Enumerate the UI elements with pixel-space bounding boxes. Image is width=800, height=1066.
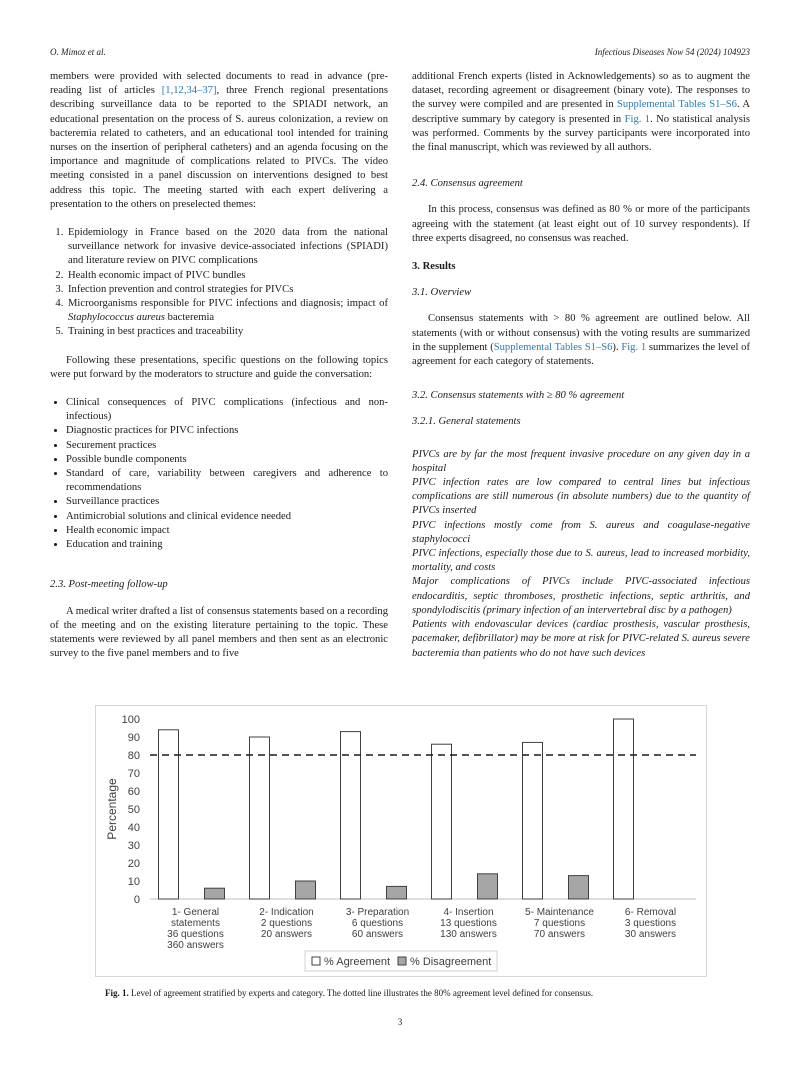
topics-list [50, 396, 388, 552]
section-heading-3: 3. Results [412, 261, 456, 273]
y-tick-label: 50 [127, 804, 140, 816]
x-tick-label: 70 answers [533, 929, 586, 940]
x-tick-label: 30 answers [624, 929, 677, 940]
section-heading-3-2: 3.2. Consensus statements with ≥ 80 % agreement [412, 390, 625, 402]
x-tick-label: 130 answers [440, 929, 497, 940]
x-tick-label: 360 answers [167, 940, 224, 951]
text-run: summarizes the level of agreement for each category of statements. [412, 341, 750, 368]
x-tick-label: 7 questions [533, 918, 586, 929]
agreement-bar [432, 744, 452, 899]
list-item: • Health economic impact [66, 524, 388, 538]
list-item: 5. Training in best practices and traceability [66, 325, 388, 339]
caption-label: Fig. 1. [105, 988, 129, 998]
paragraph-topics-intro: Following these presentations, specific questions on the following topics were put forward by the moderators to structure and guide the conversation: [50, 354, 388, 380]
left-column [50, 70, 388, 661]
figure-link[interactable]: Fig. 1 [624, 113, 651, 125]
disagreement-bar [478, 874, 498, 899]
text-run: , three French regional presentations describing surveillance data to be reported to the SPIADI network, an educational presentation on the process of S. aureus colonization, a review on bacteremia related to catheters, and an educational tool intended for training nurses on the insertion of peripheral catheters) and an agenda focusing on the importance and magnitude of complications related to PIVCs. The video meeting consisted in a panel discussion on interventions designed to best address this topic. The meeting started with each expert delivering a presentation to the others on preselected themes: [50, 85, 388, 210]
x-tick-label: 5- Maintenance [525, 907, 594, 918]
y-tick-label: 40 [127, 822, 140, 834]
page-number: 3 [397, 1017, 403, 1027]
disagreement-bar [296, 881, 316, 899]
list-item: • Standard of care, variability between caregivers and adherence to recommendations [66, 467, 388, 495]
paragraph-follow-up: A medical writer drafted a list of consensus statements based on a recording of the meeting and on the existing literature pertaining to the topic. These statements were reviewed by all panel members and then sent as an electronic survey to the five panel members and to five [50, 605, 388, 660]
text-run: Consensus statements with > 80 % agreement are outlined below. All statements (with or without consensus) with the voting results are summarized in the supplement ( [412, 313, 750, 353]
section-heading-3-2-1: 3.2.1. General statements [412, 416, 521, 428]
paragraph-materials [50, 70, 388, 212]
list-item: 2. Health economic impact of PIVC bundles [66, 269, 388, 283]
y-tick-label: 10 [127, 876, 140, 888]
list-item: • Antimicrobial solutions and clinical evidence needed [66, 510, 388, 524]
reference-link[interactable]: [1,12,34–37] [161, 85, 217, 97]
x-tick-label: statements [171, 918, 220, 929]
x-tick-label: 36 questions [167, 929, 224, 940]
running-header-journal: Infectious Diseases Now 54 (2024) 104923 [594, 47, 750, 57]
right-column [412, 70, 750, 661]
x-tick-label: 60 answers [351, 929, 404, 940]
x-tick-label: 4- Insertion [443, 907, 494, 918]
figure-link[interactable]: Fig. 1 [621, 341, 647, 353]
list-item: • Securement practices [66, 439, 388, 453]
y-tick-label: 30 [127, 840, 140, 852]
text-run: ). [612, 341, 622, 353]
paragraph-survey [412, 70, 750, 155]
list-item: • Possible bundle components [66, 453, 388, 467]
text-run: bacteremia [165, 312, 215, 324]
x-tick-label: 1- General [171, 907, 220, 918]
disagreement-bar [387, 886, 407, 899]
figure-caption [105, 988, 593, 998]
y-tick-label: 60 [127, 786, 140, 798]
section-heading-3-1: 3.1. Overview [412, 287, 472, 299]
list-item: 3. Infection prevention and control strategies for PIVCs [66, 283, 388, 297]
supplemental-tables-link[interactable]: Supplemental Tables S1–S6 [493, 341, 613, 353]
x-tick-label: 2- Indication [259, 907, 314, 918]
agreement-bar [341, 732, 361, 899]
running-header-authors: O. Mimoz et al. [50, 47, 106, 57]
x-tick-label: 20 answers [260, 929, 313, 940]
x-tick-label: 13 questions [440, 918, 497, 929]
agreement-bar-chart [96, 706, 706, 976]
y-tick-label: 90 [127, 732, 140, 744]
y-tick-label: 80 [127, 750, 140, 762]
list-item: • Surveillance practices [66, 495, 388, 509]
caption-text: Level of agreement stratified by experts and category. The dotted line illustrates the 80% agreement level defined for consensus. [128, 988, 594, 998]
list-item: • Diagnostic practices for PIVC infections [66, 424, 388, 438]
x-tick-label: 6 questions [351, 918, 404, 929]
paragraph-overview [412, 312, 750, 369]
figure-1 [95, 705, 707, 977]
x-tick-label: 6- Removal [624, 907, 677, 918]
agreement-bar [523, 742, 543, 899]
disagreement-bar [205, 888, 225, 899]
general-statements [412, 442, 750, 661]
text-run: members were provided with selected documents to read in advance (pre-reading list of articles [50, 71, 388, 97]
species-name: Staphylococcus aureus [68, 312, 165, 324]
list-item: • Clinical consequences of PIVC complications (infectious and non-infectious) [66, 396, 388, 424]
y-tick-label: 70 [127, 768, 140, 780]
disagreement-bar [569, 876, 589, 899]
statement: PIVC infections, especially those due to S. aureus, lead to increased morbidity, mortality, and costs [412, 548, 750, 574]
statement: PIVCs are by far the most frequent invasive procedure on any given day in a hospital [412, 448, 750, 474]
paragraph-consensus: In this process, consensus was defined as 80 % or more of the participants agreeing with the statement (at least eight out of 10 survey respondents). If three experts disagreed, no consensus was reached. [412, 204, 750, 244]
section-heading-2-3: 2.3. Post-meeting follow-up [50, 579, 168, 591]
x-tick-label: 3 questions [624, 918, 677, 929]
statement: PIVC infection rates are low compared to central lines but infectious complications are still numerous (in absolute numbers) due to the quantity of PIVCs inserted [412, 477, 750, 517]
y-tick-label: 0 [133, 894, 140, 906]
supplemental-tables-link[interactable]: Supplemental Tables S1–S6 [617, 99, 737, 111]
list-item [66, 297, 388, 325]
agreement-bar [250, 737, 270, 899]
x-tick-label: 3- Preparation [345, 907, 410, 918]
list-item: • Education and training [66, 538, 388, 552]
legend-label: % Disagreement [410, 956, 492, 968]
legend-swatch [312, 957, 320, 965]
statement: Patients with endovascular devices (cardiac prosthesis, vascular prosthesis, pacemaker, defibrillator) may be more at risk for PIVC-related S. aureus severe bacteremia than patients who do not have such devices [412, 619, 750, 659]
statement: Major complications of PIVCs include PIVC-associated infectious endocarditis, septic thromboses, prosthetic infections, septic arthritis, and spondylodiscitis (primary infection of an intervertebral disc by a pathogen) [412, 576, 750, 616]
agreement-bar [614, 719, 634, 899]
themes-list [50, 226, 388, 340]
y-axis-label: Percentage [105, 778, 119, 840]
y-tick-label: 100 [121, 714, 140, 726]
list-item: 1. Epidemiology in France based on the 2020 data from the national surveillance network for invasive device-associated infections (SPIADI) and literature review on PIVC complications [66, 226, 388, 269]
section-heading-2-4: 2.4. Consensus agreement [412, 178, 523, 190]
y-tick-label: 20 [127, 858, 140, 870]
text-run: . A descriptive summary by category is presented in [412, 99, 750, 125]
x-tick-label: 2 questions [260, 918, 313, 929]
legend-swatch [398, 957, 406, 965]
statement: PIVC infections mostly come from S. aureus and coagulase-negative staphylococci [412, 519, 750, 545]
text-run: additional French experts (listed in Acknowledgements) so as to augment the dataset, recording agreement or disagreement (binary vote). The responses to the survey were compiled and are presented in [412, 71, 750, 111]
text-run: Microorganisms responsible for PIVC infections and diagnosis; impact of [68, 298, 388, 310]
text-run: . No statistical analysis was performed. Comments by the survey participants were incorporated into the final manuscript, which was reviewed by all authors. [412, 113, 750, 154]
legend-label: % Agreement [324, 956, 391, 968]
